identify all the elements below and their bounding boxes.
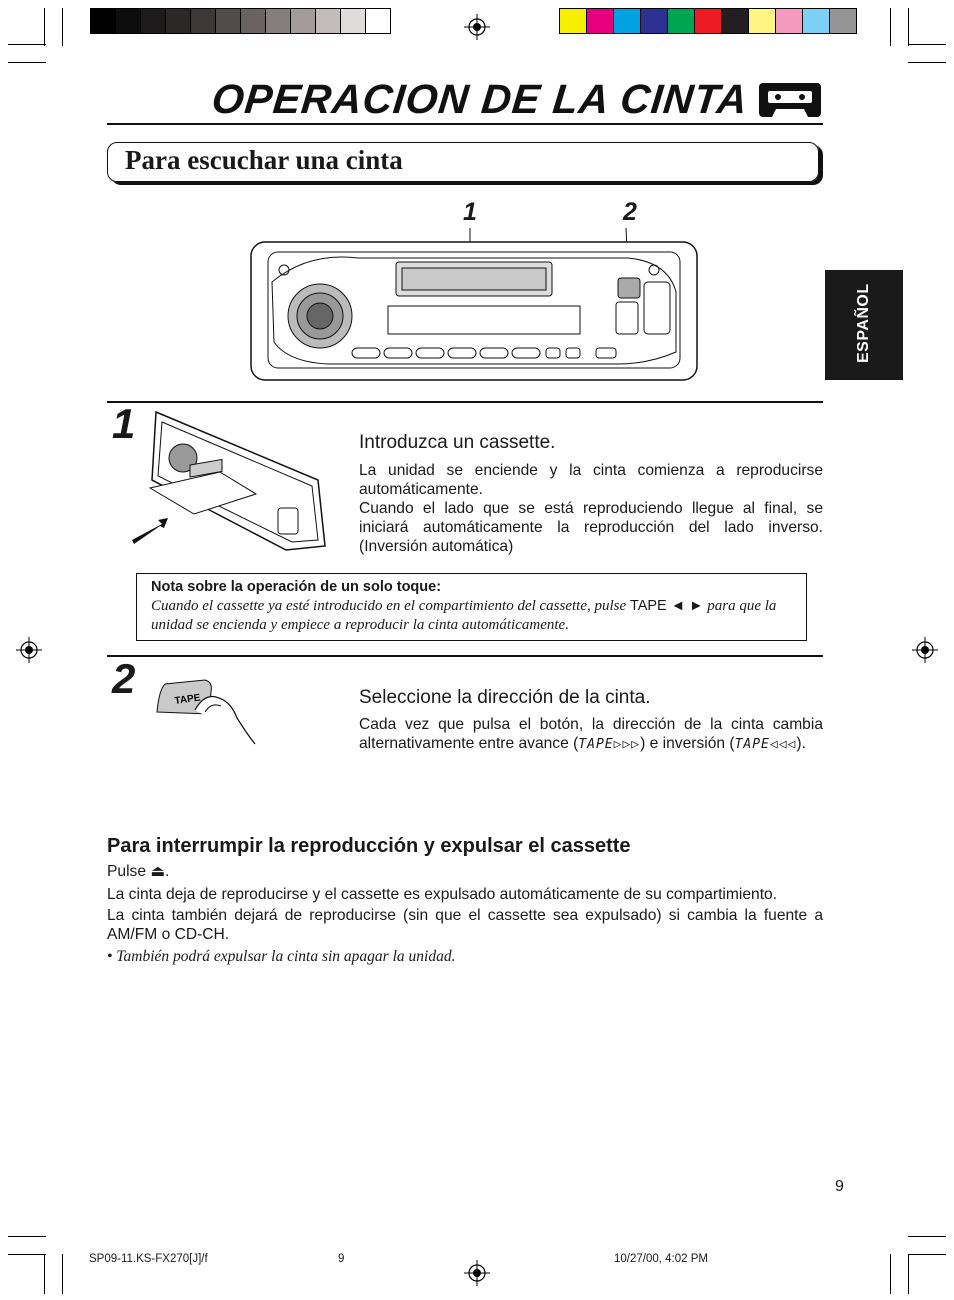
color-swatch xyxy=(559,8,587,34)
note-tape-button-label: TAPE ◄ ► xyxy=(629,598,704,614)
color-swatch xyxy=(586,8,614,34)
step2-heading: Seleccione la dirección de la cinta. xyxy=(359,687,651,708)
eject-line1: La cinta deja de reproducirse y el cassette es expulsado automáticamente de su compartimiento. xyxy=(107,886,778,903)
gray-swatch xyxy=(340,8,366,34)
tape-button-press-illustration xyxy=(155,672,259,746)
title-rule xyxy=(107,123,823,125)
section-title: Para escuchar una cinta xyxy=(125,145,403,175)
crop-mark xyxy=(8,1236,46,1237)
crop-mark xyxy=(908,1236,946,1237)
footer-file: SP09-11.KS-FX270[J]/f xyxy=(89,1253,208,1265)
registration-mark xyxy=(464,1260,490,1286)
page-title: OPERACION DE LA CINTA xyxy=(209,76,751,122)
crop-mark xyxy=(908,1254,946,1255)
display-reverse: TAPE◁◁◁ xyxy=(734,737,797,752)
color-swatch xyxy=(640,8,668,34)
gray-swatch xyxy=(190,8,216,34)
step2-body-mid: ) e inversión ( xyxy=(640,735,735,752)
registration-mark xyxy=(912,637,938,663)
crop-mark xyxy=(44,1254,45,1294)
crop-mark xyxy=(8,1254,46,1255)
tape-button-label: TAPE xyxy=(173,692,202,707)
gray-swatch xyxy=(165,8,191,34)
eject-note: • También podrá expulsar la cinta sin apagar la unidad. xyxy=(107,948,456,965)
note-title: Nota sobre la operación de un solo toque: xyxy=(151,579,442,595)
step1-body-line2: Cuando el lado que se está reproduciendo llegue al final, se iniciará automáticamente la reproducción del lado inverso. (Inversión automática) xyxy=(359,500,823,555)
color-swatch xyxy=(829,8,857,34)
gray-swatch xyxy=(365,8,391,34)
step2-body-post: ). xyxy=(796,735,806,752)
crop-mark xyxy=(62,8,63,46)
gray-swatch xyxy=(90,8,116,34)
step2-body-pre: Cada vez que pulsa el botón, la dirección de la cinta cambia alternativamente entre avance ( xyxy=(359,716,823,752)
registration-mark xyxy=(16,637,42,663)
crop-mark xyxy=(8,44,46,45)
color-swatch xyxy=(694,8,722,34)
step-number-1: 1 xyxy=(112,400,136,447)
step1-heading: Introduzca un cassette. xyxy=(359,432,556,453)
registration-mark xyxy=(464,14,490,40)
eject-line2: La cinta también dejará de reproducirse (sin que el cassette sea expulsado) si cambia la fuente a AM/FM o CD-CH. xyxy=(107,907,823,943)
note-body-post: para que la unidad se encienda y empiece a reproducir la cinta automáticamente. xyxy=(151,598,777,633)
gray-swatch xyxy=(315,8,341,34)
step1-body-line1: La unidad se enciende y la cinta comienza a reproducirse automáticamente. xyxy=(359,462,823,498)
page-number: 9 xyxy=(835,1178,844,1195)
crop-mark xyxy=(44,8,45,46)
crop-mark xyxy=(890,8,891,46)
crop-mark xyxy=(908,1254,909,1294)
color-swatch xyxy=(802,8,830,34)
gray-swatch xyxy=(290,8,316,34)
color-swatch xyxy=(748,8,776,34)
crop-mark xyxy=(908,44,946,45)
cassette-insertion-illustration xyxy=(128,410,333,552)
footer-page: 9 xyxy=(338,1253,345,1265)
eject-pulse: Pulse ⏏. xyxy=(107,863,170,880)
note-body xyxy=(151,597,793,635)
footer-timestamp: 10/27/00, 4:02 PM xyxy=(614,1253,708,1265)
eject-heading: Para interrumpir la reproducción y expulsar el cassette xyxy=(107,835,631,857)
cassette-icon xyxy=(758,82,822,118)
display-forward: TAPE▷▷▷ xyxy=(578,737,641,752)
crop-mark xyxy=(62,1254,63,1294)
car-stereo-front-panel-illustration xyxy=(248,222,700,382)
divider xyxy=(107,655,823,657)
step-number-2: 2 xyxy=(112,655,136,702)
crop-mark xyxy=(908,62,946,63)
color-swatch xyxy=(721,8,749,34)
callout-2: 2 xyxy=(623,198,637,226)
crop-mark xyxy=(908,8,909,46)
gray-swatch xyxy=(215,8,241,34)
crop-mark xyxy=(8,62,46,63)
step2-body xyxy=(359,715,823,754)
gray-swatch xyxy=(240,8,266,34)
language-tab-label: ESPAÑOL xyxy=(855,283,872,363)
color-swatch xyxy=(613,8,641,34)
divider xyxy=(107,401,823,403)
color-swatch xyxy=(667,8,695,34)
gray-swatch xyxy=(140,8,166,34)
callout-1: 1 xyxy=(463,198,477,226)
note-body-pre: Cuando el cassette ya esté introducido en el compartimiento del cassette, pulse xyxy=(151,598,627,614)
gray-swatch xyxy=(115,8,141,34)
crop-mark xyxy=(890,1254,891,1294)
color-swatch xyxy=(775,8,803,34)
gray-swatch xyxy=(265,8,291,34)
